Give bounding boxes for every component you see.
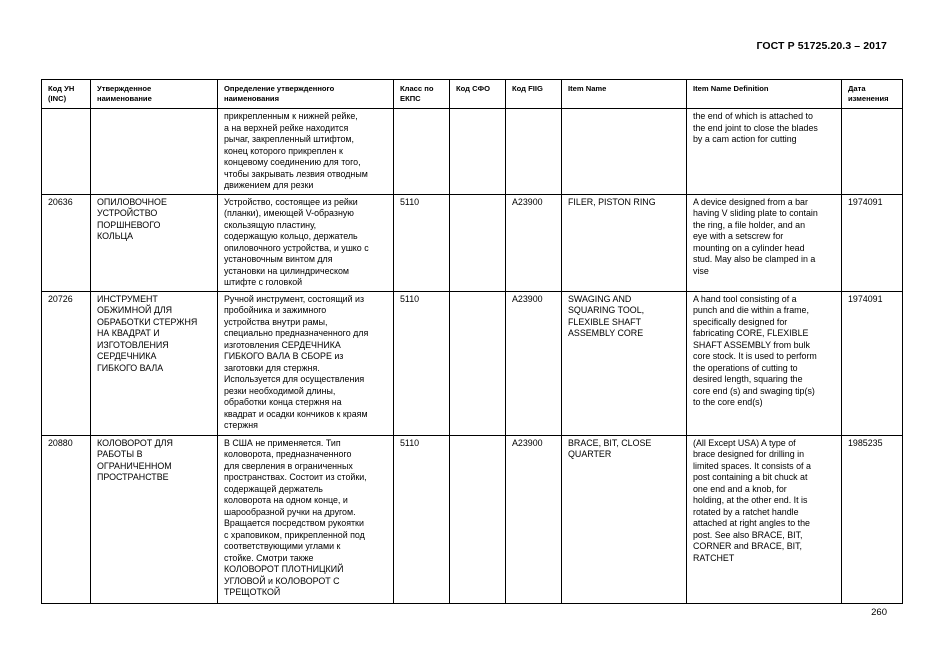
- cell-approved-name: [91, 109, 218, 195]
- table-row: [42, 291, 903, 435]
- column-header-approved-name: Утвержденное наименование: [91, 80, 218, 109]
- table-header-row: [42, 80, 903, 109]
- page-number: 260: [871, 607, 887, 618]
- column-header-ekps-class: Класс по ЕКПС: [394, 80, 450, 109]
- cell-ekps-class: 5110: [394, 291, 450, 435]
- column-header-item-name: Item Name: [562, 80, 687, 109]
- cell-change-date: [842, 109, 903, 195]
- cell-ekps-class: [394, 109, 450, 195]
- cell-item-name: BRACE, BIT, CLOSE QUARTER: [562, 435, 687, 603]
- column-header-change-date: Дата изменения: [842, 80, 903, 109]
- cell-ekps-class: 5110: [394, 194, 450, 291]
- cell-sfo-code: [450, 109, 506, 195]
- table-row: [42, 109, 903, 195]
- cell-inc: 20636: [42, 194, 91, 291]
- cell-approved-name: КОЛОВОРОТ ДЛЯ РАБОТЫ В ОГРАНИЧЕННОМ ПРОСТРАНСТВЕ: [91, 435, 218, 603]
- cell-fiig-code: A23900: [506, 435, 562, 603]
- nomenclature-table: [41, 79, 903, 604]
- column-header-inc: Код УН (INC): [42, 80, 91, 109]
- cell-change-date: 1974091: [842, 194, 903, 291]
- cell-inc: 20880: [42, 435, 91, 603]
- cell-change-date: 1974091: [842, 291, 903, 435]
- cell-approved-name: ИНСТРУМЕНТ ОБЖИМНОЙ ДЛЯ ОБРАБОТКИ СТЕРЖНЯ НА КВАДРАТ И ИЗГОТОВЛЕНИЯ СЕРДЕЧНИКА ГИБКОГО ВАЛА: [91, 291, 218, 435]
- table-row: [42, 435, 903, 603]
- cell-item-definition: the end of which is attached to the end joint to close the blades by a cam action for cutting: [687, 109, 842, 195]
- cell-item-name: SWAGING AND SQUARING TOOL, FLEXIBLE SHAFT ASSEMBLY CORE: [562, 291, 687, 435]
- cell-approved-name: ОПИЛОВОЧНОЕ УСТРОЙСТВО ПОРШНЕВОГО КОЛЬЦА: [91, 194, 218, 291]
- cell-fiig-code: A23900: [506, 194, 562, 291]
- cell-inc: [42, 109, 91, 195]
- document-code: ГОСТ Р 51725.20.3 – 2017: [756, 40, 887, 52]
- cell-ekps-class: 5110: [394, 435, 450, 603]
- cell-item-definition: A hand tool consisting of a punch and die within a frame, specifically designed for fabricating CORE, FLEXIBLE SHAFT ASSEMBLY from bulk core stock. It is used to perform the operations of cutting to desired length, squaring the core end (s) and swaging tip(s) to the core end(s): [687, 291, 842, 435]
- cell-definition: В США не применяется. Тип коловорота, предназначенного для сверления в ограниченных пространствах. Состоит из стойки, содержащей держатель коловорота на одном конце, и шарообразной ручки на другом. Вращается посредством рукоятки с храповиком, прикрепленной под соответствующими углами к стойке. Смотри также КОЛОВОРОТ ПЛОТНИЦКИЙ УГЛОВОЙ и КОЛОВОРОТ С ТРЕЩОТКОЙ: [218, 435, 394, 603]
- cell-item-name: FILER, PISTON RING: [562, 194, 687, 291]
- cell-sfo-code: [450, 435, 506, 603]
- cell-sfo-code: [450, 194, 506, 291]
- column-header-sfo-code: Код СФО: [450, 80, 506, 109]
- cell-definition: прикрепленным к нижней рейке, а на верхней рейке находится рычаг, закрепленный штифтом, конец которого прикреплен к концевому соединению для того, чтобы закрывать лезвия отводным движением для резки: [218, 109, 394, 195]
- cell-change-date: 1985235: [842, 435, 903, 603]
- column-header-item-definition: Item Name Definition: [687, 80, 842, 109]
- cell-definition: Ручной инструмент, состоящий из пробойника и зажимного устройства внутри рамы, специально предназначенного для изготовления СЕРДЕЧНИКА ГИБКОГО ВАЛА В СБОРЕ из заготовки для стержня. Используется для осуществления резки необходимой длины, обработки конца стержня на квадрат и осадки кончиков к краям стержня: [218, 291, 394, 435]
- table-row: [42, 194, 903, 291]
- cell-fiig-code: A23900: [506, 291, 562, 435]
- column-header-definition: Определение утвержденного наименования: [218, 80, 394, 109]
- cell-definition: Устройство, состоящее из рейки (планки), имеющей V-образную скользящую пластину, содержащую кольцо, держатель опиловочного устройства, и ушко с установочным винтом для установки на цилиндрическом штифте с головкой: [218, 194, 394, 291]
- cell-item-definition: A device designed from a bar having V sliding plate to contain the ring, a file holder, and an eye with a setscrew for mounting on a cylinder head stud. May also be clamped in a vise: [687, 194, 842, 291]
- cell-sfo-code: [450, 291, 506, 435]
- cell-item-definition: (All Except USA) A type of brace designed for drilling in limited spaces. It consists of a post containing a bit chuck at one end and a knob, for holding, at the other end. It is rotated by a ratchet handle attached at right angles to the post. See also BRACE, BIT, CORNER and BRACE, BIT, RATCHET: [687, 435, 842, 603]
- cell-fiig-code: [506, 109, 562, 195]
- cell-item-name: [562, 109, 687, 195]
- column-header-fiig-code: Код FIIG: [506, 80, 562, 109]
- cell-inc: 20726: [42, 291, 91, 435]
